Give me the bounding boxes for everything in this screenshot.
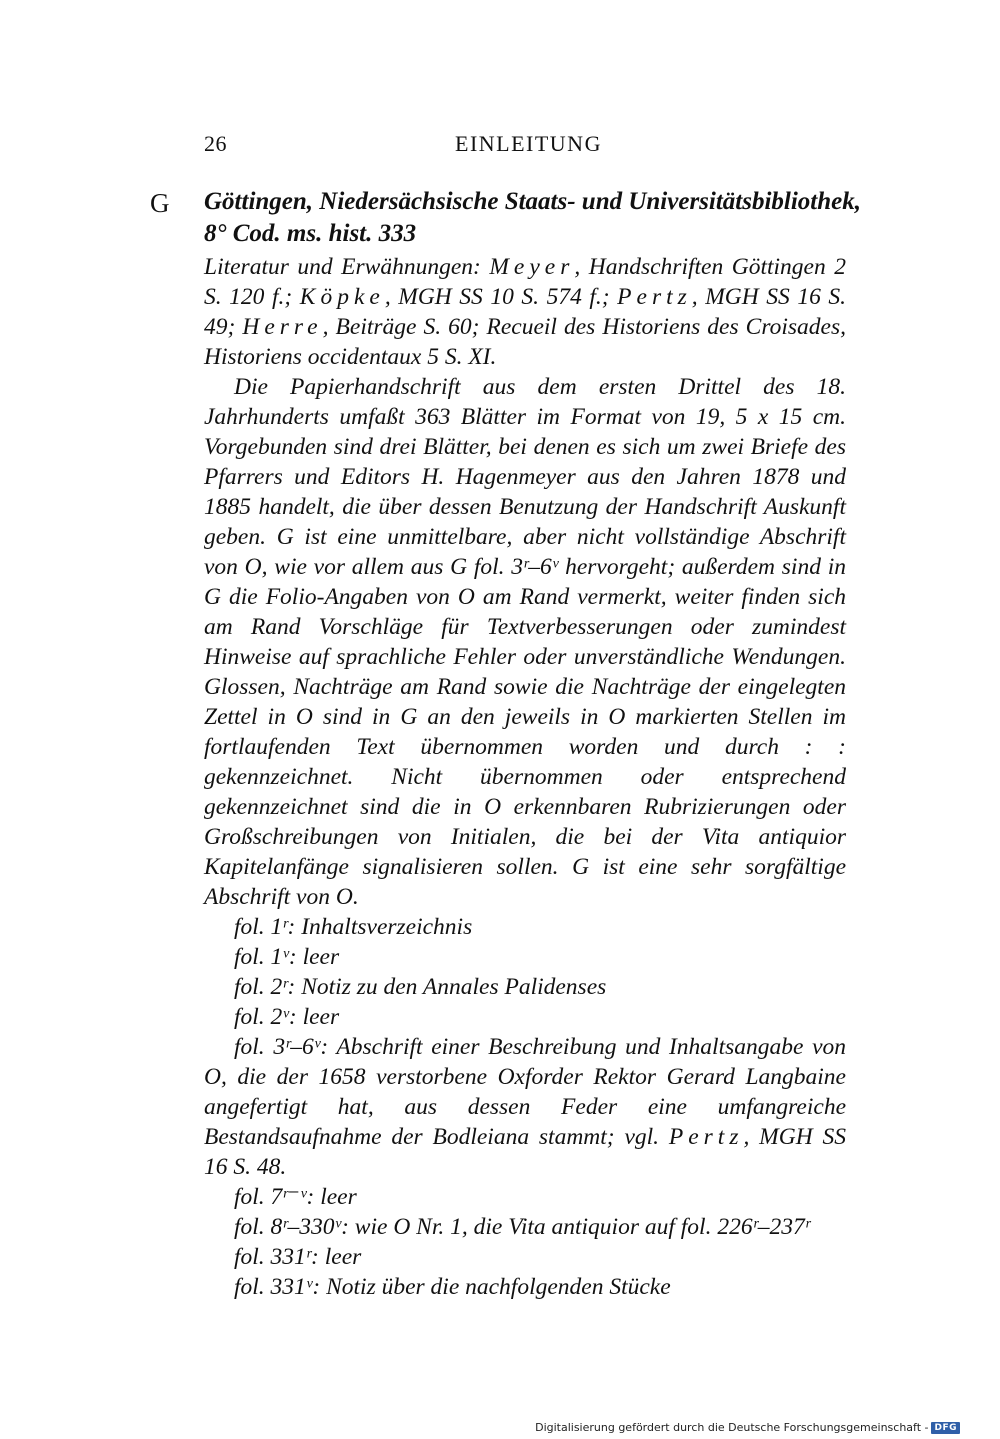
running-head: EINLEITUNG bbox=[455, 131, 602, 156]
folio-text: fol. 3ʳ–6ᵛ: Abschrift einer Beschreibung und Inhaltsangabe von O, die der 1658 verstorbene Oxforder Rektor Gerard Langbaine angefertigt hat, aus dessen Feder eine umfangreiche Bestandsaufnahme der Bodleiana stammt; vgl. bbox=[204, 1034, 846, 1150]
footer-text: Digitalisierung gefördert durch die Deutsche Forschungsgemeinschaft - bbox=[535, 1421, 929, 1434]
literature-text: , MGH SS 10 S. 574 f.; bbox=[384, 284, 618, 310]
entry-shelfmark: 8° Cod. ms. hist. 333 bbox=[204, 220, 417, 247]
folio-item: fol. 2ᵛ: leer bbox=[234, 1004, 340, 1030]
literature-text: , Beiträge S. 60; Recueil des Historiens des Croisades, Historiens occidentaux 5 S. XI. bbox=[204, 314, 846, 370]
folio-item: fol. 331ᵛ: Notiz über die nachfolgenden Stücke bbox=[234, 1274, 671, 1300]
literature-text: Literatur und Erwähnungen: bbox=[204, 254, 490, 280]
entry-heading: Göttingen, Niedersächsische Staats- und Universitätsbibliothek, bbox=[204, 188, 862, 215]
author-name: Pertz bbox=[617, 284, 692, 310]
digitization-footer bbox=[535, 1421, 960, 1434]
literature-paragraph bbox=[204, 252, 846, 372]
folio-item: fol. 1ʳ: Inhaltsverzeichnis bbox=[234, 914, 473, 940]
folio-item: fol. 331ʳ: leer bbox=[234, 1244, 362, 1270]
author-name: Köpke bbox=[299, 284, 385, 310]
author-name: Herre bbox=[242, 314, 323, 340]
folio-item bbox=[204, 1032, 846, 1182]
siglum: G bbox=[150, 188, 170, 218]
dfg-logo-icon: DFG bbox=[931, 1422, 960, 1434]
author-name: Meyer bbox=[489, 254, 575, 280]
author-name: Pertz bbox=[668, 1124, 744, 1150]
folio-item: fol. 8ʳ–330ᵛ: wie O Nr. 1, die Vita antiquior auf fol. 226ʳ–237ʳ bbox=[234, 1214, 811, 1240]
folio-item: fol. 1ᵛ: leer bbox=[234, 944, 340, 970]
manuscript-entry bbox=[204, 186, 862, 1302]
literature-text: , Handschriften Göttingen 2 S. 120 f.; bbox=[204, 254, 846, 310]
folio-text: , MGH SS 16 S. 48. bbox=[204, 1124, 846, 1180]
folio-item: fol. 2ʳ: Notiz zu den Annales Palidenses bbox=[234, 974, 607, 1000]
description-paragraph: Die Papierhandschrift aus dem ersten Drittel des 18. Jahrhunderts umfaßt 363 Blätter im Format von 19, 5 x 15 cm. Vorgebunden sind drei Blätter, bei denen es sich um zwei Briefe des Pfarrers und Editors H. Hagenmeyer aus den Jahren 1878 und 1885 handelt, die über dessen Benutzung der Handschrift Auskunft geben. G ist eine unmittelbare, aber nicht vollständige Abschrift von O, wie vor allem aus G fol. 3ʳ–6ᵛ hervorgeht; außerdem sind in G die Folio-Angaben von O am Rand vermerkt, weiter finden sich am Rand Vorschläge für Textverbesserungen oder zumindest Hinweise auf sprachliche Fehler oder unverständliche Wendungen. Glossen, Nachträge am Rand sowie die Nachträge der eingelegten Zettel in O sind in G an den jeweils in O markierten Stellen im fortlaufenden Text übernommen worden und durch : : gekennzeichnet. Nicht übernommen oder entsprechend gekennzeichnet sind die in O erkennbaren Rubrizierungen oder Großschreibungen von Initialen, die bei der Vita antiquior Kapitelanfänge signalisieren sollen. G ist eine sehr sorgfältige Abschrift von O. bbox=[204, 374, 846, 910]
folio-item: fol. 7ʳ⁻ᵛ: leer bbox=[234, 1184, 357, 1210]
literature-text: , MGH SS 16 S. 49; bbox=[204, 284, 846, 340]
page-number: 26 bbox=[204, 131, 227, 156]
